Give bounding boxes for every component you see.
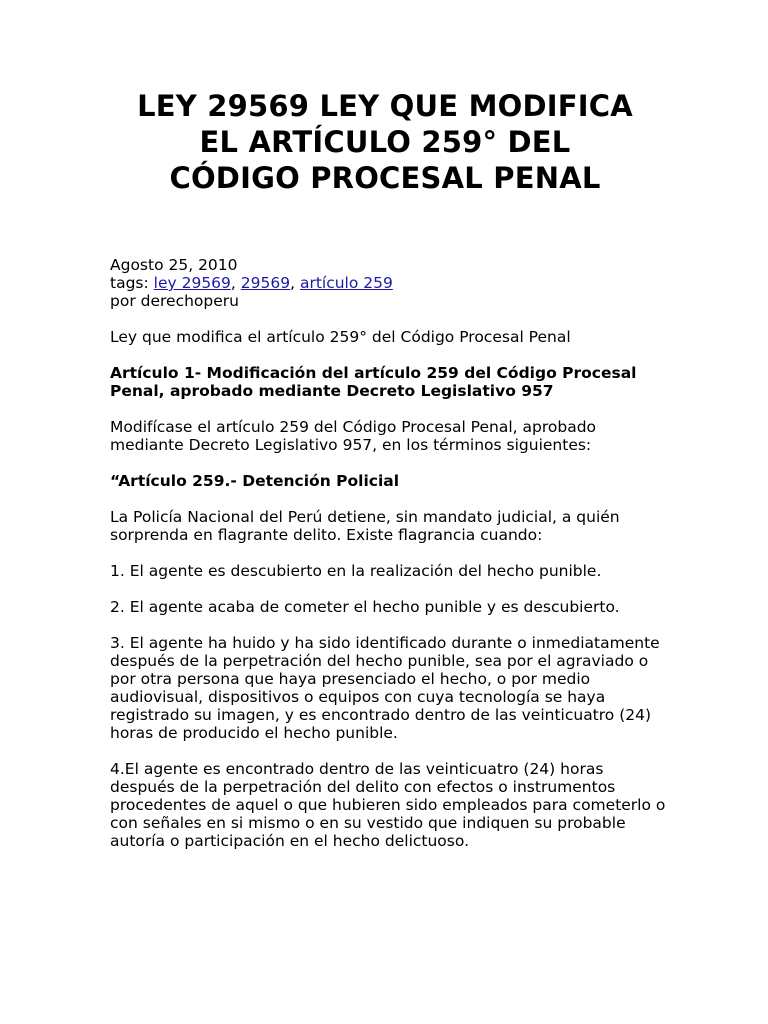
title-line: CÓDIGO PROCESAL PENAL [169,161,601,195]
tag-link-articulo-259[interactable]: artículo 259 [299,274,393,292]
document-title [100,88,670,196]
list-item-2: 2. El agente acaba de cometer el hecho punible y es descubierto. [110,598,620,616]
title-line: LEY 29569 LEY QUE MODIFICA [137,89,633,123]
flagrancia-paragraph: La Policía Nacional del Perú detiene, sin mandato judicial, a quién sorprenda en flagrante delito. Existe flagrancia cuando: [110,508,620,544]
list-item-4: 4.El agente es encontrado dentro de las veinticuatro (24) horas después de la perpetración del delito con efectos o instrumentos procedentes de aquel o que hubieren sido empleados para cometerlo o con señales en si mismo o en su vestido que indiquen su probable autoría o participación en el hecho delictuoso. [110,760,666,850]
author-line: por derechoperu [110,292,239,310]
quoted-article-heading: “Artículo 259.- Detención Policial [110,472,400,490]
intro-paragraph: Ley que modifica el artículo 259° del Código Procesal Penal [110,328,571,346]
modification-paragraph: Modifícase el artículo 259 del Código Procesal Penal, aprobado mediante Decreto Legislativo 957, en los términos siguientes: [110,418,597,454]
post-meta [110,256,670,310]
article-heading: Artículo 1- Modificación del artículo 259 del Código Procesal Penal, aprobado mediante Decreto Legislativo 957 [110,364,637,400]
title-line: EL ARTÍCULO 259° DEL [199,125,571,159]
post-date: Agosto 25, 2010 [110,256,238,274]
tag-separator: , [230,274,241,292]
document-body [110,256,670,868]
tags-line [110,274,670,292]
tags-label: tags: [110,274,149,292]
tag-link-29569[interactable]: 29569 [240,274,291,292]
tag-separator: , [290,274,300,292]
list-item-1: 1. El agente es descubierto en la realización del hecho punible. [110,562,602,580]
list-item-3: 3. El agente ha huido y ha sido identificado durante o inmediatamente después de la perpetración del hecho punible, sea por el agraviado o por otra persona que haya presenciado el hecho, o por medio audiovisual, dispositivos o equipos con cuya tecnología se haya registrado su imagen, y es encontrado dentro de las veinticuatro (24) horas de producido el hecho punible. [110,634,660,742]
tag-link-ley-29569[interactable]: ley 29569 [153,274,231,292]
